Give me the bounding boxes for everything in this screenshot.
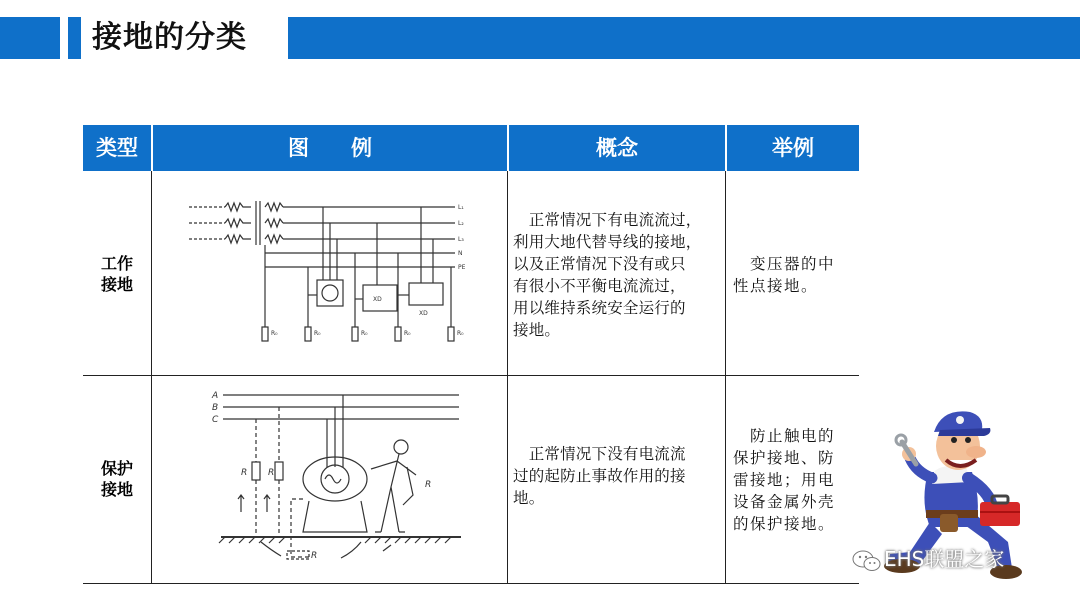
text-line: 变压器的中	[733, 255, 836, 273]
header-banner	[288, 17, 1080, 59]
example-protective	[733, 425, 857, 535]
example-working	[733, 253, 857, 297]
label-r: R	[241, 468, 248, 478]
text-line: 以及正常情况下没有或只	[513, 255, 686, 273]
row-type-protective	[83, 458, 151, 500]
type-line: 接地	[100, 480, 133, 499]
label-pe: PE	[458, 264, 466, 271]
concept-protective	[513, 443, 727, 509]
label-phase-a: A	[212, 391, 219, 401]
header-accent-block	[0, 17, 60, 59]
type-line: 接地	[100, 275, 133, 294]
label-l2: L₂	[458, 220, 464, 227]
wechat-icon	[852, 548, 882, 574]
watermark	[852, 544, 1004, 574]
label-r: R	[268, 468, 275, 478]
label-phase-b: B	[212, 403, 219, 413]
watermark-text: EHS联盟之家	[884, 547, 1005, 571]
page-title: 接地的分类	[92, 20, 247, 55]
table-header-row	[83, 125, 859, 171]
label-n: N	[458, 250, 463, 257]
text-line: 防止触电的	[733, 427, 836, 445]
text-line: 性点接地。	[733, 277, 819, 295]
label-r0: R₀	[404, 330, 411, 337]
label-l3: L₃	[458, 236, 464, 243]
label-l1: L₁	[458, 204, 464, 211]
label-r0: R₀	[457, 330, 464, 337]
text-line: 接地。	[513, 321, 561, 339]
concept-working	[513, 209, 727, 341]
text-line: 设备金属外壳	[733, 493, 836, 511]
row-type-working	[83, 253, 151, 295]
label-r0: R₀	[271, 330, 278, 337]
row-rule	[83, 583, 859, 584]
text-line: 有很小不平衡电流流过，	[513, 277, 686, 295]
label-xd: XD	[419, 310, 428, 317]
label-r0: R₀	[361, 330, 368, 337]
text-line: 的保护接地。	[733, 515, 836, 533]
header-diagram: 图 例	[288, 136, 372, 160]
text-line: 过的起防止事故作用的接	[513, 467, 686, 485]
text-line: 雷接地；用电	[733, 471, 836, 489]
label-r: R	[311, 551, 318, 561]
header-concept: 概念	[596, 136, 638, 160]
label-r: R	[425, 480, 432, 490]
header-example: 举例	[772, 136, 814, 160]
text-line: 保护接地、防	[733, 449, 836, 467]
type-line: 工作	[100, 254, 133, 273]
header-accent-bar	[68, 17, 81, 59]
label-xd: XD	[373, 296, 382, 303]
header-type: 类型	[96, 136, 138, 160]
type-line: 保护	[100, 459, 133, 478]
working-grounding-diagram	[183, 195, 483, 350]
text-line: 地。	[513, 489, 545, 507]
protective-grounding-diagram	[211, 387, 471, 567]
label-phase-c: C	[212, 415, 219, 425]
column-rule	[151, 171, 152, 584]
grounding-table	[83, 125, 859, 584]
label-r0: R₀	[314, 330, 321, 337]
text-line: 正常情况下没有电流流	[513, 445, 686, 463]
text-line: 利用大地代替导线的接地，	[513, 233, 702, 251]
text-line: 正常情况下有电流流过，	[513, 211, 702, 229]
row-rule	[83, 375, 859, 376]
column-rule	[507, 171, 508, 584]
text-line: 用以维持系统安全运行的	[513, 299, 686, 317]
